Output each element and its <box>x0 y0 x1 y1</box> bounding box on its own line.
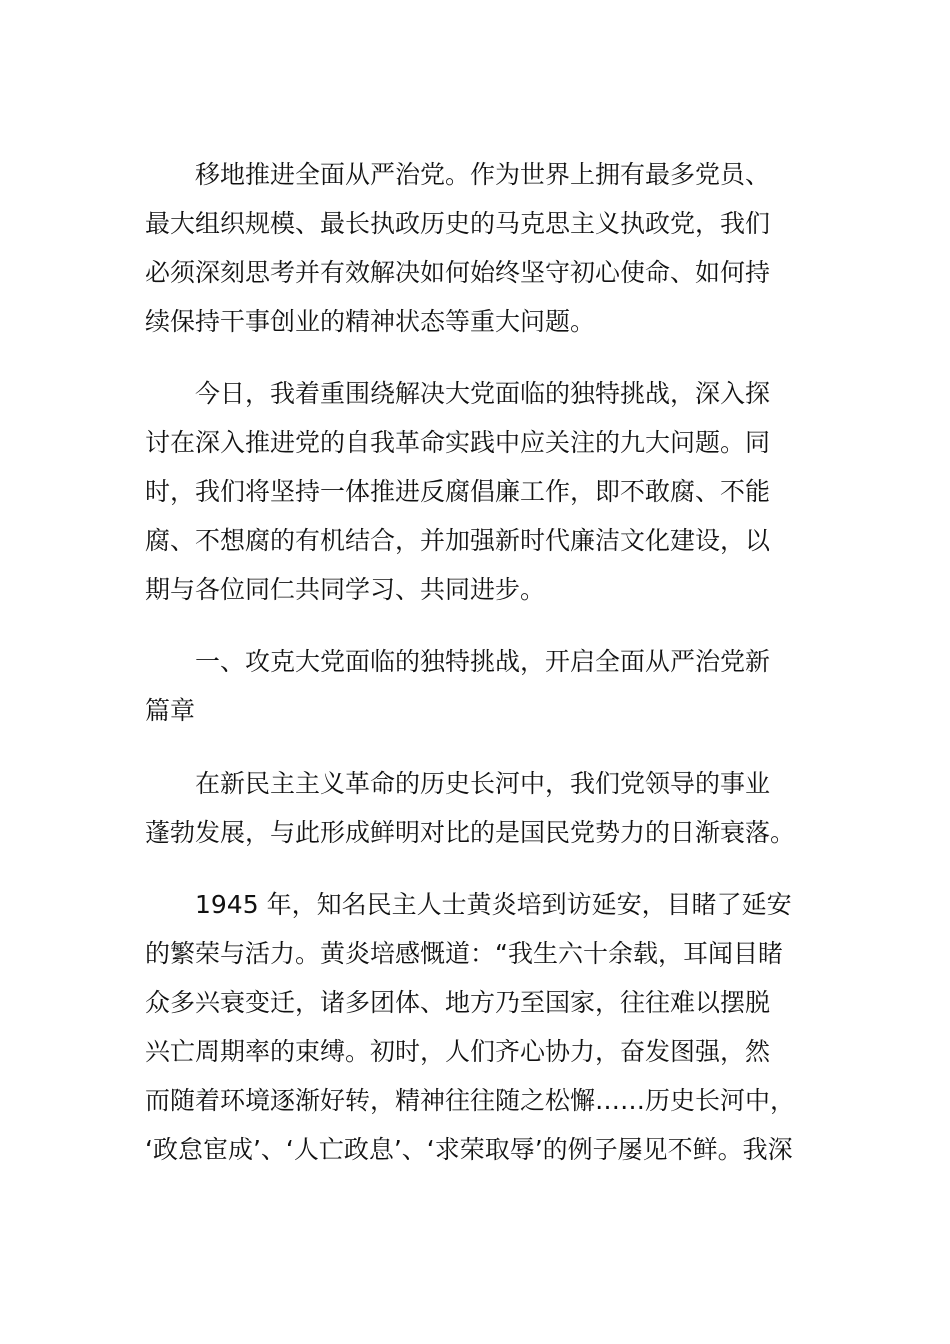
section-heading-line-1: 一、攻克大党面临的独特挑战，开启全面从严治党新 <box>195 647 771 676</box>
paragraph-3-line-1: 在新民主主义革命的历史长河中，我们党领导的事业 <box>195 769 771 798</box>
paragraph-1-line-1: 移地推进全面从严治党。作为世界上拥有最多党员、 <box>195 160 771 189</box>
paragraph-1-line-3: 必须深刻思考并有效解决如何始终坚守初心使命、如何持 <box>145 258 771 287</box>
paragraph-4-line-4: 兴亡周期率的束缚。初时，人们齐心协力，奋发图强，然 <box>145 1037 771 1066</box>
paragraph-4-line-1: 1945 年，知名民主人士黄炎培到访延安，目睹了延安 <box>195 890 792 919</box>
paragraph-2-line-3: 时，我们将坚持一体推进反腐倡廉工作，即不敢腐、不能 <box>145 477 771 506</box>
paragraph-2-line-5: 期与各位同仁共同学习、共同进步。 <box>145 575 546 604</box>
paragraph-4-line-5: 而随着环境逐渐好转，精神往往随之松懈……历史长河中， <box>145 1086 796 1115</box>
paragraph-4-line-6: ‘政怠宦成’、‘人亡政息’、‘求荣取辱’的例子屡见不鲜。我深 <box>145 1135 793 1164</box>
paragraph-4-line-2: 的繁荣与活力。黄炎培感慨道：“我生六十余载，耳闻目睹 <box>145 939 783 968</box>
paragraph-2-line-4: 腐、不想腐的有机结合，并加强新时代廉洁文化建设，以 <box>145 526 771 555</box>
paragraph-4-line-3: 众多兴衰变迁，诸多团体、地方乃至国家，往往难以摆脱 <box>145 988 771 1017</box>
section-heading-line-2: 篇章 <box>145 696 196 725</box>
paragraph-2-line-1: 今日，我着重围绕解决大党面临的独特挑战，深入探 <box>195 379 771 408</box>
paragraph-2-line-2: 讨在深入推进党的自我革命实践中应关注的九大问题。同 <box>145 428 771 457</box>
paragraph-1-line-2: 最大组织规模、最长执政历史的马克思主义执政党，我们 <box>145 209 771 238</box>
paragraph-3-line-2: 蓬勃发展，与此形成鲜明对比的是国民党势力的日渐衰落。 <box>145 818 796 847</box>
paragraph-1-line-4: 续保持干事创业的精神状态等重大问题。 <box>145 307 596 336</box>
